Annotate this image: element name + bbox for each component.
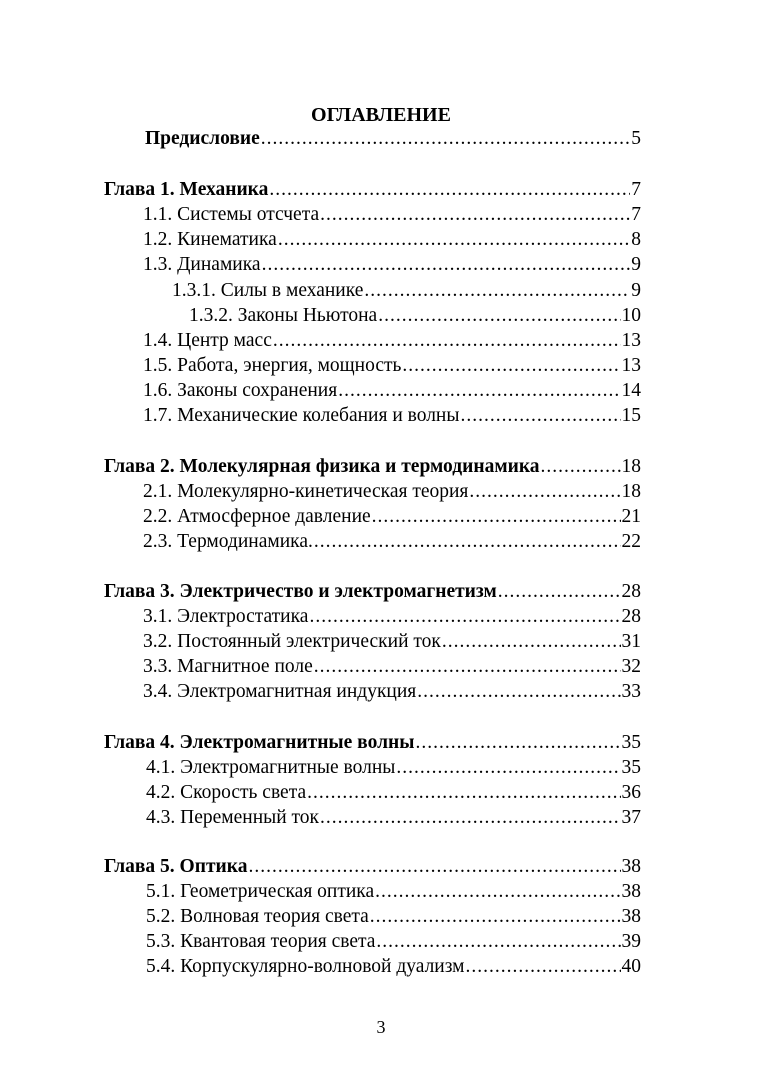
toc-chapter-2[interactable] bbox=[104, 455, 641, 479]
toc-section-page: 33 bbox=[621, 681, 641, 702]
dot-leader bbox=[376, 930, 620, 954]
toc-section-label: 5.2. Волновая теория света bbox=[146, 906, 369, 927]
toc-section-page: 15 bbox=[621, 405, 641, 426]
toc-section-label: 4.3. Переменный ток bbox=[146, 807, 320, 828]
toc-entry-preface[interactable] bbox=[145, 127, 641, 151]
dot-leader bbox=[469, 480, 620, 504]
toc-section-page: 14 bbox=[621, 380, 641, 401]
dot-leader bbox=[262, 253, 631, 277]
toc-section[interactable] bbox=[143, 329, 641, 353]
dot-leader bbox=[396, 756, 620, 780]
toc-chapter-page: 7 bbox=[631, 179, 641, 200]
toc-section-page: 31 bbox=[621, 631, 641, 652]
toc-section-label: 1.7. Механические колебания и волны bbox=[143, 405, 460, 426]
toc-entry-page: 5 bbox=[631, 128, 641, 149]
dot-leader bbox=[364, 279, 630, 303]
toc-section-page: 10 bbox=[621, 305, 641, 326]
dot-leader bbox=[314, 530, 621, 554]
dot-leader bbox=[378, 304, 620, 328]
dot-leader bbox=[370, 905, 621, 929]
toc-section-label: 2.1. Молекулярно-кинетическая теория bbox=[143, 481, 469, 502]
toc-section-label: 5.3. Квантовая теория света bbox=[146, 931, 376, 952]
toc-section[interactable] bbox=[146, 806, 641, 830]
toc-section[interactable] bbox=[143, 379, 641, 403]
toc-section-label: 1.2. Кинематика bbox=[143, 229, 277, 250]
dot-leader bbox=[278, 228, 630, 252]
toc-section-page: 18 bbox=[621, 481, 641, 502]
dot-leader bbox=[309, 605, 620, 629]
toc-chapter-page: 18 bbox=[621, 456, 641, 477]
toc-section-label: 4.2. Скорость света bbox=[146, 782, 307, 803]
toc-chapter-label: Глава 1. Механика bbox=[104, 179, 269, 200]
dot-leader bbox=[402, 354, 620, 378]
dot-leader bbox=[314, 655, 621, 679]
toc-section[interactable] bbox=[146, 905, 641, 929]
toc-section[interactable] bbox=[143, 253, 641, 277]
toc-section-page: 36 bbox=[621, 782, 641, 803]
toc-section-label: 1.1. Системы отсчета bbox=[143, 204, 320, 225]
toc-section[interactable] bbox=[146, 756, 641, 780]
toc-section-page: 13 bbox=[621, 330, 641, 351]
toc-chapter-1[interactable] bbox=[104, 178, 641, 202]
toc-section[interactable] bbox=[143, 630, 641, 654]
toc-section-label: 3.3. Магнитное поле bbox=[143, 656, 313, 677]
toc-section-page: 13 bbox=[621, 355, 641, 376]
toc-chapter-page: 35 bbox=[621, 732, 641, 753]
toc-section-label: 5.1. Геометрическая оптика bbox=[146, 881, 375, 902]
toc-section-label: 3.1. Электростатика bbox=[143, 606, 309, 627]
toc-section[interactable] bbox=[143, 530, 641, 554]
toc-section-label: 1.3.1. Силы в механике bbox=[172, 280, 364, 301]
toc-section-label: 2.3. Термодинамика. bbox=[143, 531, 313, 552]
dot-leader bbox=[375, 880, 620, 904]
toc-section[interactable] bbox=[143, 480, 641, 504]
toc-section-page: 9 bbox=[631, 280, 641, 301]
dot-leader bbox=[320, 806, 620, 830]
toc-section[interactable] bbox=[143, 354, 641, 378]
toc-subsection[interactable] bbox=[172, 279, 641, 303]
toc-chapter-page: 38 bbox=[621, 856, 641, 877]
dot-leader bbox=[307, 781, 620, 805]
dot-leader bbox=[541, 455, 621, 479]
toc-entry-label: Предисловие bbox=[145, 128, 260, 149]
toc-section[interactable] bbox=[143, 605, 641, 629]
toc-section[interactable] bbox=[146, 955, 641, 979]
toc-chapter-label: Глава 4. Электромагнитные волны bbox=[104, 732, 415, 753]
dot-leader bbox=[269, 178, 630, 202]
toc-section-label: 5.4. Корпускулярно-волновой дуализм bbox=[146, 956, 465, 977]
toc-section[interactable] bbox=[143, 203, 641, 227]
toc-section-label: 2.2. Атмосферное давление bbox=[143, 506, 371, 527]
toc-section-page: 7 bbox=[631, 204, 641, 225]
toc-subsection[interactable] bbox=[189, 304, 641, 328]
page-title: ОГЛАВЛЕНИЕ bbox=[311, 104, 451, 126]
dot-leader bbox=[261, 127, 630, 151]
dot-leader bbox=[248, 855, 620, 879]
toc-section-page: 37 bbox=[621, 807, 641, 828]
toc-section-page: 35 bbox=[621, 757, 641, 778]
toc-section-label: 1.4. Центр масс bbox=[143, 330, 272, 351]
dot-leader bbox=[466, 955, 621, 979]
dot-leader bbox=[498, 580, 621, 604]
toc-section[interactable] bbox=[143, 404, 641, 428]
toc-section[interactable] bbox=[146, 930, 641, 954]
toc-chapter-label: Глава 5. Оптика bbox=[104, 856, 248, 877]
toc-chapter-page: 28 bbox=[621, 581, 641, 602]
toc-section-page: 38 bbox=[621, 906, 641, 927]
toc-section-label: 1.5. Работа, энергия, мощность bbox=[143, 355, 402, 376]
toc-section[interactable] bbox=[143, 655, 641, 679]
toc-section-label: 3.4. Электромагнитная индукция bbox=[143, 681, 417, 702]
toc-section-label: 1.3. Динамика bbox=[143, 254, 261, 275]
toc-section[interactable] bbox=[143, 505, 641, 529]
toc-section-page: 28 bbox=[621, 606, 641, 627]
toc-section-label: 1.6. Законы сохранения bbox=[143, 380, 338, 401]
toc-section[interactable] bbox=[146, 781, 641, 805]
toc-section-page: 32 bbox=[621, 656, 641, 677]
dot-leader bbox=[338, 379, 620, 403]
toc-section-label: 1.3.2. Законы Ньютона bbox=[189, 305, 378, 326]
dot-leader bbox=[417, 680, 620, 704]
toc-chapter-5[interactable] bbox=[104, 855, 641, 879]
toc-section-page: 8 bbox=[631, 229, 641, 250]
dot-leader bbox=[273, 329, 621, 353]
toc-section[interactable] bbox=[143, 228, 641, 252]
toc-section-label: 4.1. Электромагнитные волны bbox=[146, 757, 396, 778]
toc-chapter-label: Глава 3. Электричество и электромагнетизм bbox=[104, 581, 497, 602]
dot-leader bbox=[415, 731, 620, 755]
dot-leader bbox=[460, 404, 620, 428]
toc-section-page: 21 bbox=[621, 506, 641, 527]
toc-section-page: 22 bbox=[621, 531, 641, 552]
toc-section[interactable] bbox=[143, 680, 641, 704]
toc-section-page: 38 bbox=[621, 881, 641, 902]
toc-chapter-label: Глава 2. Молекулярная физика и термодинамика bbox=[104, 456, 540, 477]
dot-leader bbox=[372, 505, 621, 529]
dot-leader bbox=[442, 630, 621, 654]
toc-section-page: 40 bbox=[621, 956, 641, 977]
toc-section-page: 9 bbox=[631, 254, 641, 275]
toc-section-page: 39 bbox=[621, 931, 641, 952]
toc-chapter-3[interactable] bbox=[104, 580, 641, 604]
toc-chapter-4[interactable] bbox=[104, 731, 641, 755]
toc-section-label: 3.2. Постоянный электрический ток bbox=[143, 631, 441, 652]
dot-leader bbox=[320, 203, 630, 227]
toc-section[interactable] bbox=[146, 880, 641, 904]
page-number: 3 bbox=[376, 1017, 386, 1037]
